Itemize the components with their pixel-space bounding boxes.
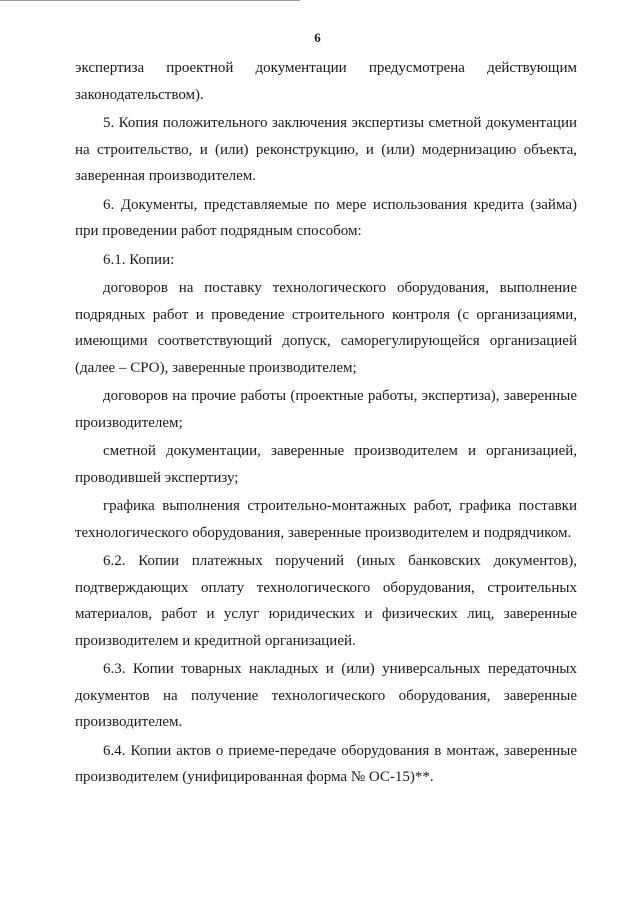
paragraph-contracts-other: договоров на прочие работы (проектные работы, экспертиза), заверенные производителем; bbox=[75, 388, 577, 431]
document-body bbox=[75, 55, 577, 791]
paragraph-item-6-4: 6.4. Копии актов о приеме-передаче оборудования в монтаж, заверенные производителем (унифицированная форма № ОС-15)**. bbox=[75, 742, 577, 785]
scan-top-rule bbox=[0, 0, 300, 1]
page-number: 6 bbox=[314, 30, 321, 45]
paragraph-continuation: экспертиза проектной документации предусмотрена действующим законодательством). bbox=[75, 60, 577, 103]
paragraph-contracts-equipment: договоров на поставку технологического оборудования, выполнение подрядных работ и проведение строительного контроля (с организациями, имеющими соответствующий допуск, саморегулирующейся организацией (далее – СРО), заверенные производителем; bbox=[75, 280, 577, 376]
paragraph-item-6: 6. Документы, представляемые по мере использования кредита (займа) при проведении работ подрядным способом: bbox=[75, 196, 577, 239]
paragraph-item-6-2: 6.2. Копии платежных поручений (иных банковских документов), подтверждающих оплату технологического оборудования, строительных материалов, работ и услуг юридических и физических лиц, заверенные производителем и кредитной организацией. bbox=[75, 553, 577, 649]
paragraph-item-6-1: 6.1. Копии: bbox=[103, 251, 175, 268]
paragraph-schedules: графика выполнения строительно-монтажных работ, графика поставки технологического оборудования, заверенные производителем и подрядчиком. bbox=[75, 498, 577, 541]
paragraph-item-6-3: 6.3. Копии товарных накладных и (или) универсальных передаточных документов на получение технологического оборудования, заверенные производителем. bbox=[75, 661, 577, 730]
paragraph-estimate-docs: сметной документации, заверенные производителем и организацией, проводившей экспертизу; bbox=[75, 443, 577, 486]
paragraph-item-5: 5. Копия положительного заключения экспертизы сметной документации на строительство, и (или) реконструкцию, и (или) модернизацию объекта, заверенная производителем. bbox=[75, 115, 577, 184]
